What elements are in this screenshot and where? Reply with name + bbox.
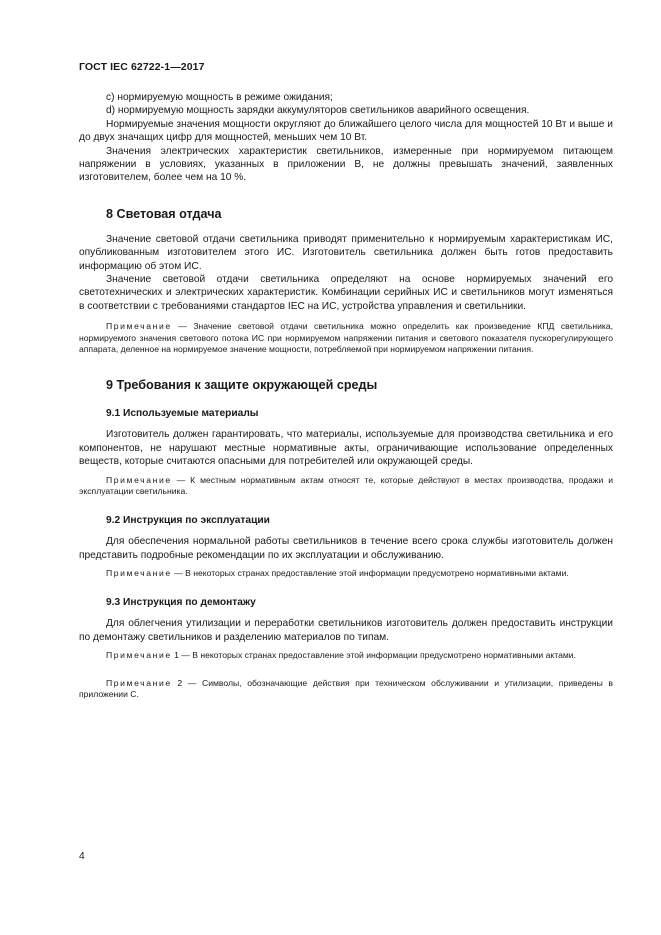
- note-label: Примечание: [106, 568, 172, 579]
- paragraph: Нормируемые значения мощности округляют до ближайшего целого числа для мощностей 10 Вт и выше и до двух значащих цифр для мощностей, меньших чем 10 Вт.: [79, 118, 613, 144]
- paragraph: Значение световой отдачи светильника приводят применительно к нормируемым характеристикам ИС, опубликованным изготовителем этого ИС. Изготовитель светильника должен быть готов предоставить информацию об этом ИС.: [79, 233, 613, 272]
- page-number: 4: [79, 851, 85, 862]
- subsection-9-3-heading: 9.3 Инструкция по демонтажу: [106, 596, 256, 608]
- paragraph: Для облегчения утилизации и переработки светильников изготовитель должен предоставить инструкции по демонтажу светильников и разделению материалов по типам.: [79, 618, 613, 643]
- paragraph: Изготовитель должен гарантировать, что материалы, используемые для производства светильника и его компонентов, не нарушают местные нормативные акты, ограничивающие использование определенных веществ, которые считаются опасными для потребителей или окружающей среды.: [79, 429, 613, 468]
- note: [79, 321, 613, 356]
- note-label: Примечание: [106, 677, 172, 688]
- paragraph: Для обеспечения нормальной работы светильников в течение всего срока службы изготовитель должен представить подробные рекомендации по их эксплуатации и обслуживанию.: [79, 536, 613, 561]
- note: [79, 475, 613, 498]
- list-item-d: d) нормируемую мощность зарядки аккумуляторов светильников аварийного освещения.: [106, 105, 530, 117]
- document-body: [79, 91, 613, 701]
- note: [79, 568, 613, 580]
- note-text: 2 — Символы, обозначающие действия при техническом обслуживании и утилизации, приведены в приложении С.: [79, 677, 613, 700]
- note-label: Примечание: [106, 649, 172, 660]
- paragraph: Значение световой отдачи светильника определяют на основе нормируемых значений его светотехнических и электрических характеристик. Комбинации серийных ИС и светильников могут изменяться в соответствии с требованиями стандартов IEC на ИС, устройства управления и светильники.: [79, 274, 613, 312]
- paragraph: Значения электрических характеристик светильников, измеренные при нормируемом питающем напряжении в условиях, указанных в приложении В, не должны превышать значений, заявленных изготовителем, более чем на 10 %.: [79, 145, 613, 184]
- note: [79, 678, 613, 701]
- note-text: — Значение световой отдачи светильника можно определить как произведение КПД светильника, нормируемого значения светового потока ИС при нормируемом напряжении питания и светового показателя пускорегулирующего аппарата, деленное на нормируемое значение мощности, потребляемой при нормируемом напряжении питания.: [79, 321, 613, 355]
- section-9-heading: 9 Требования к защите окружающей среды: [106, 378, 378, 393]
- note-text: 1 — В некоторых странах предоставление этой информации предусмотрено нормативными актами.: [171, 649, 576, 660]
- subsection-9-2-heading: 9.2 Инструкция по эксплуатации: [106, 514, 270, 526]
- subsection-9-1-heading: 9.1 Используемые материалы: [106, 408, 259, 420]
- section-8-heading: 8 Световая отдача: [106, 206, 222, 221]
- note-label: Примечание: [106, 474, 172, 485]
- note-text: — К местным нормативным актам относят те, которые действуют в местах производства, продажи и эксплуатации светильника.: [79, 474, 613, 497]
- document-header: ГОСТ IEC 62722-1—2017: [79, 61, 205, 73]
- note: [79, 650, 613, 662]
- note-label: Примечание: [106, 321, 172, 332]
- note-text: — В некоторых странах предоставление этой информации предусмотрено нормативными актами.: [171, 568, 569, 579]
- list-item-c: c) нормируемую мощность в режиме ожидания;: [106, 92, 333, 103]
